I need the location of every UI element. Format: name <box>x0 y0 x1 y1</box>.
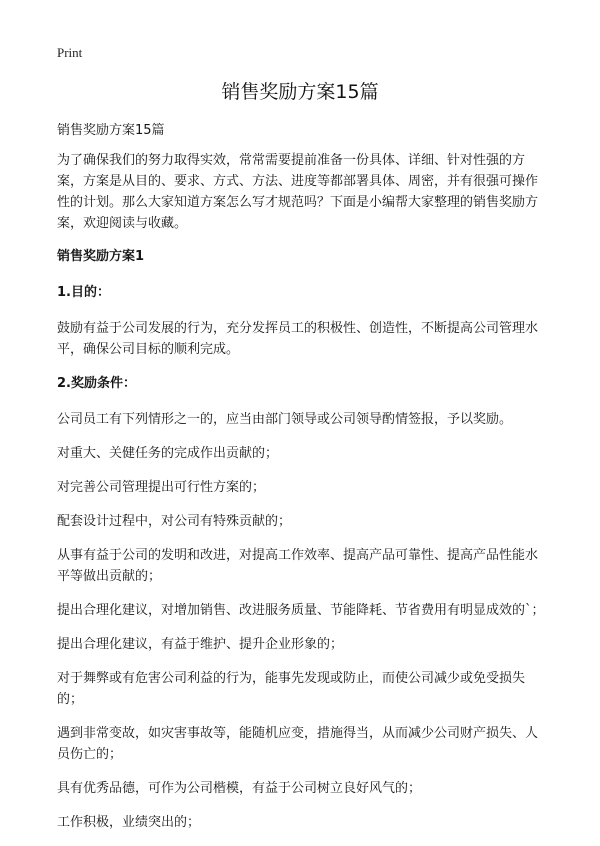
condition-item: 遇到非常变故，如灾害事故等，能随机应变，措施得当，从而减少公司财产损失、人员伤亡的； <box>57 726 539 762</box>
condition-item: 具有优秀品德，可作为公司楷模，有益于公司树立良好风气的； <box>57 781 422 796</box>
conditions-intro: 公司员工有下列情形之一的，应当由部门领导或公司领导酌情签报，予以奖励。 <box>57 412 513 427</box>
condition-item: 提出合理化建议，对增加销售、改进服务质量、节能降耗、节省费用有明显成效的`； <box>57 603 545 618</box>
document-subtitle: 销售奖励方案15篇 <box>57 123 165 138</box>
conditions-heading: 2.奖励条件： <box>57 376 136 391</box>
condition-item: 对重大、关健任务的完成作出贡献的； <box>57 446 279 461</box>
condition-item: 提出合理化建议，有益于维护、提升企业形象的； <box>57 637 344 652</box>
page-title: 销售奖励方案15篇 <box>221 81 379 103</box>
condition-item: 工作积极，业绩突出的； <box>57 815 201 830</box>
condition-item: 配套设计过程中，对公司有特殊贡献的； <box>57 514 292 529</box>
goal-heading: 1.目的： <box>57 285 110 300</box>
goal-paragraph: 鼓励有益于公司发展的行为，充分发挥员工的积极性、创造性，不断提高公司管理水平，确保公司目标的顺利完成。 <box>57 321 539 357</box>
intro-paragraph: 为了确保我们的努力取得实效，常常需要提前准备一份具体、详细、针对性强的方案，方案是从目的、要求、方式、方法、进度等都部署具体、周密，并有很强可操作性的计划。那么大家知道方案怎么写才规范吗？下面是小编帮大家整理的销售奖励方案，欢迎阅读与收藏。 <box>57 153 539 231</box>
condition-item: 对于舞弊或有危害公司利益的行为，能事先发现或防止，而使公司减少或免受损失的； <box>57 671 526 707</box>
document-body <box>57 120 549 846</box>
condition-item: 对完善公司管理提出可行性方案的； <box>57 480 266 495</box>
print-label: Print <box>57 45 83 60</box>
section-heading: 销售奖励方案1 <box>57 249 145 264</box>
condition-item: 从事有益于公司的发明和改进，对提高工作效率、提高产品可靠性、提高产品性能水平等做出贡献的； <box>57 548 539 584</box>
